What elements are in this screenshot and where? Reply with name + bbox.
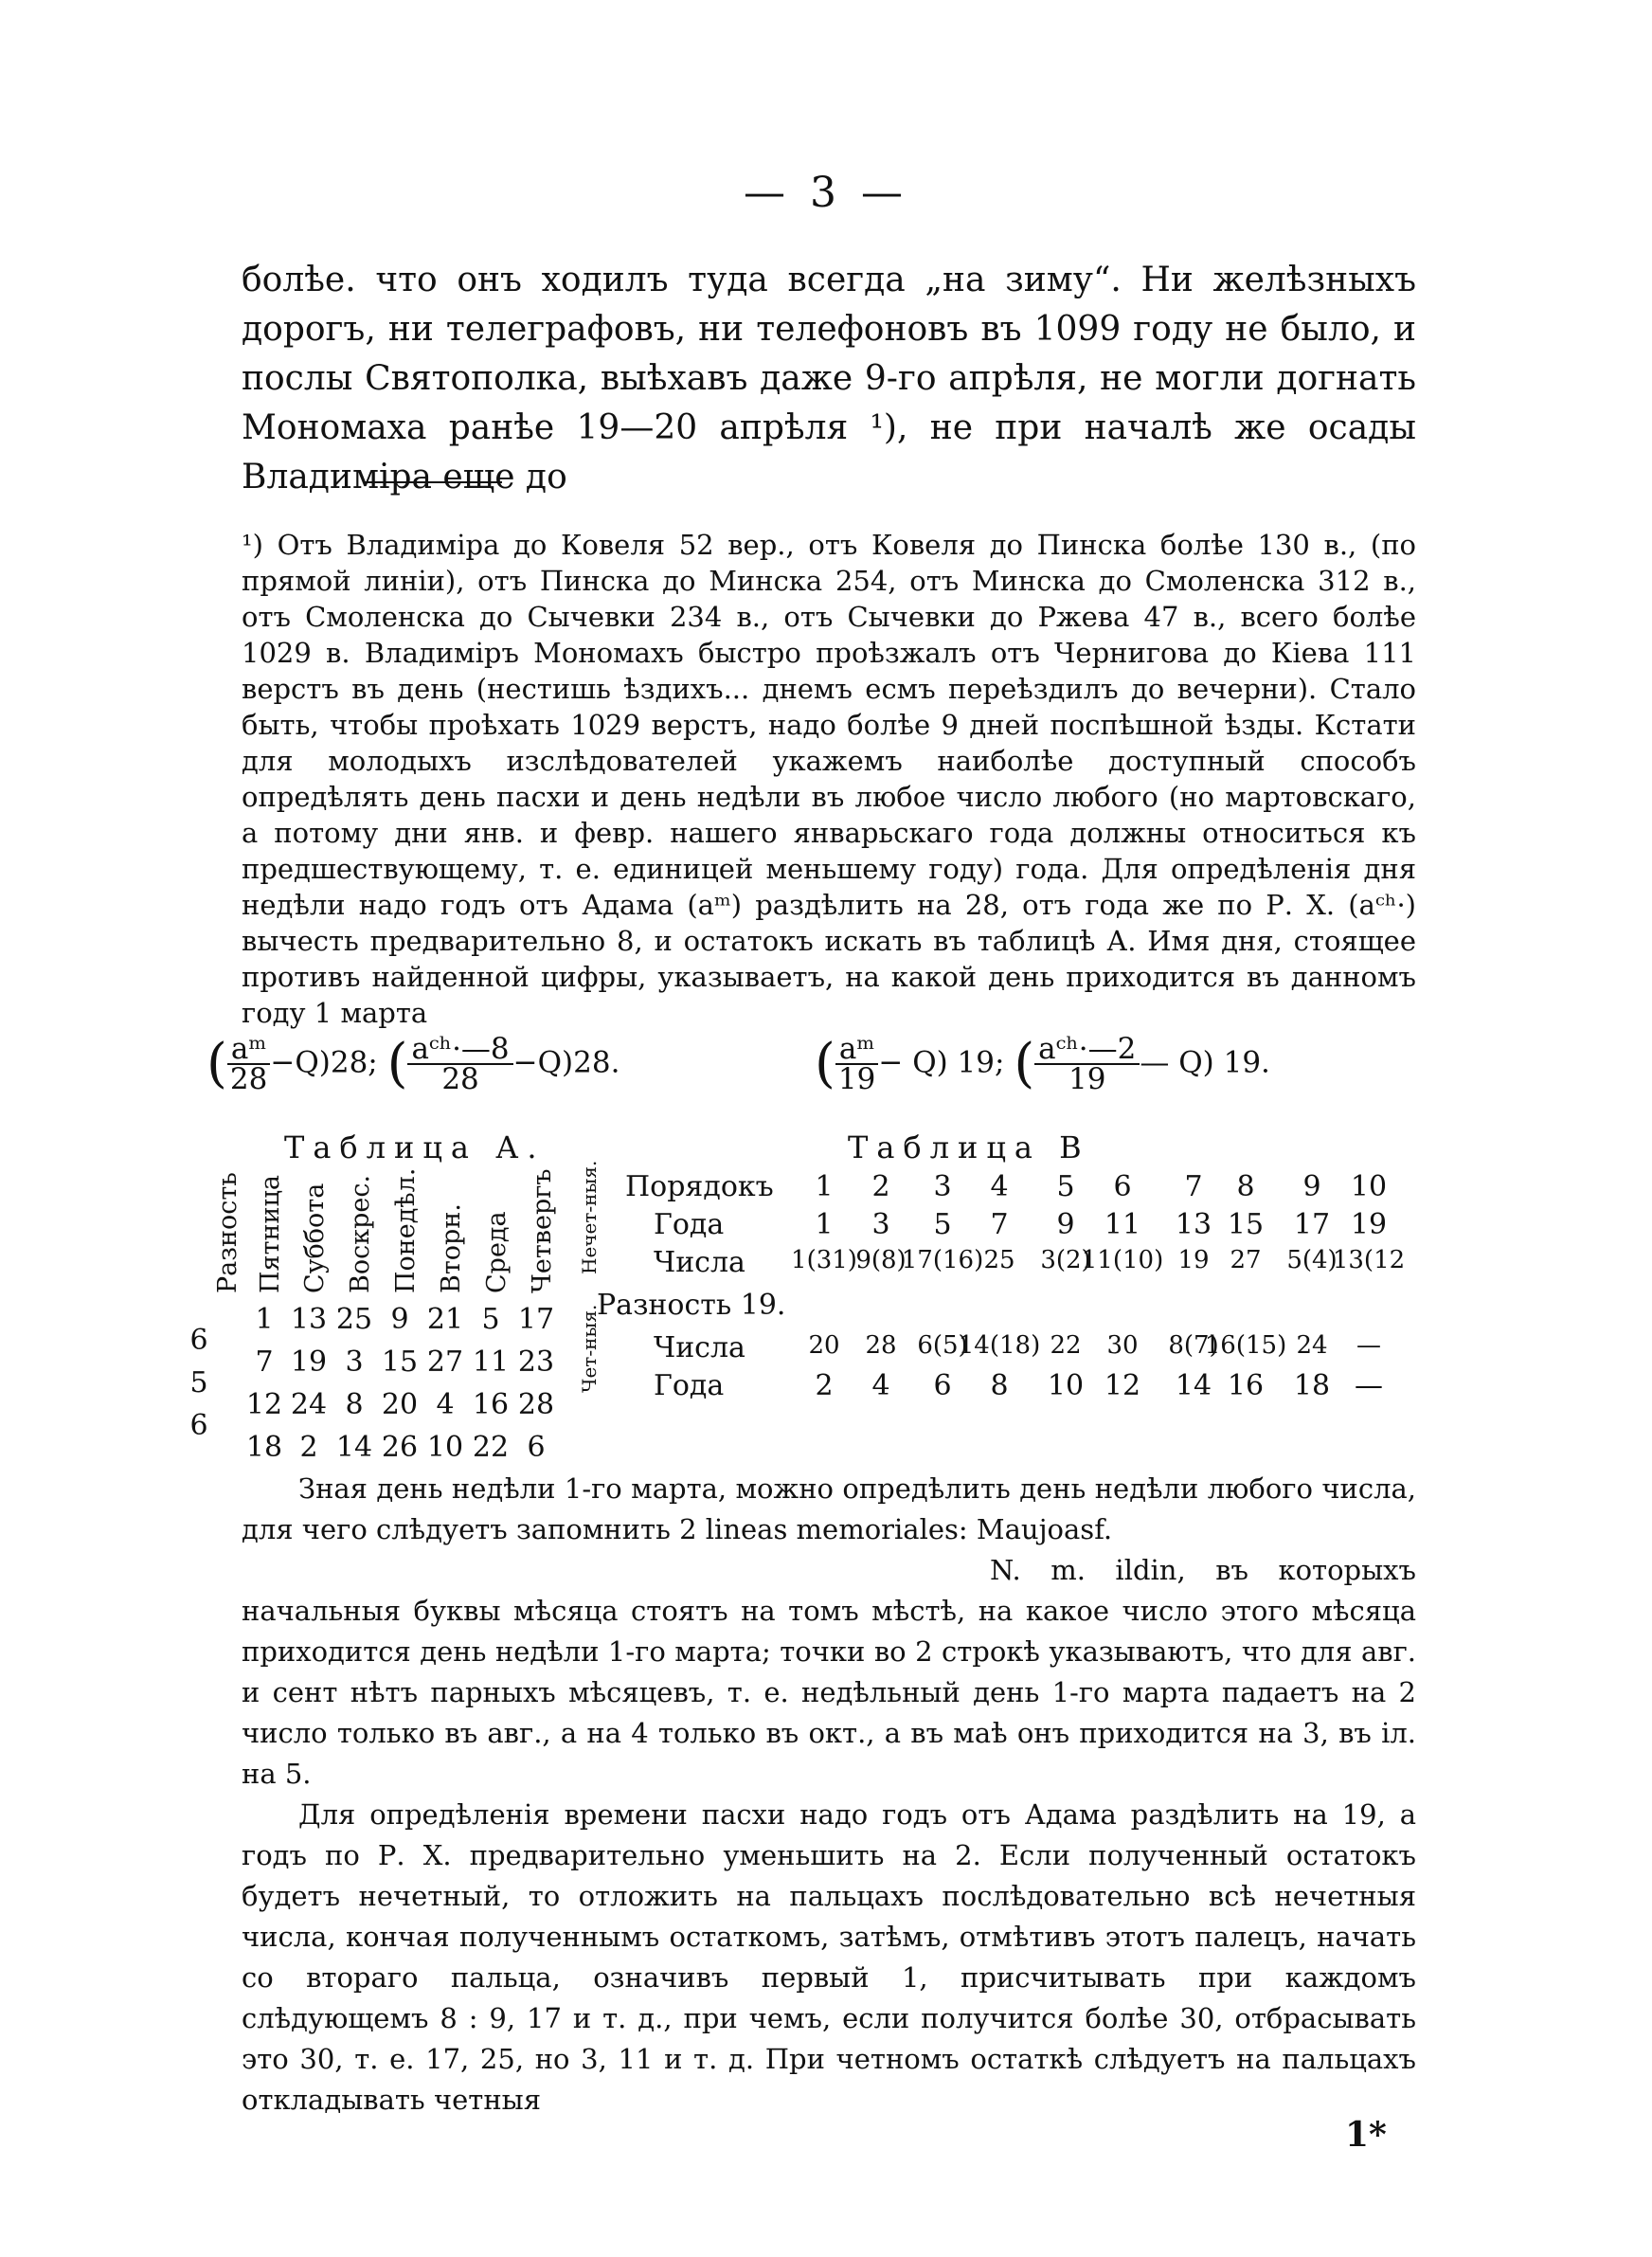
table-b-odd-year: 17 <box>1293 1208 1331 1241</box>
table-b-order: 10 <box>1350 1170 1388 1203</box>
table-b-number-label: Числа <box>654 1246 745 1279</box>
table-b <box>578 1160 1468 1417</box>
table-a-cell: 25 <box>335 1303 373 1336</box>
table-b-odd-group: Нечет-ныя. <box>578 1160 601 1274</box>
table-a-cell: 3 <box>345 1345 364 1379</box>
table-b-even-year: — <box>1355 1369 1383 1402</box>
table-a-cell: 2 <box>299 1431 318 1464</box>
table-b-order-label: Порядокъ <box>625 1170 774 1203</box>
table-b-even-year: 10 <box>1047 1369 1085 1402</box>
table-b-even-year: 16 <box>1227 1369 1265 1402</box>
table-b-even-number: 16(15) <box>1204 1331 1287 1360</box>
table-a-cell: 28 <box>517 1388 555 1421</box>
bottom-paragraph-2: N. m. ildin, въ которыхъ начальныя буквы мѣсяца стоятъ на томъ мѣстѣ, на какое число этого мѣсяца приходится день недѣли 1-го марта; точки во 2 строкѣ указываютъ, что для авг. и сент нѣтъ парныхъ мѣсяцевъ, т. е. недѣльный день 1-го марта падаетъ на 2 число только въ авг., а на 4 только въ окт., а въ маѣ онъ приходится на 3, въ іл. на 5. <box>242 1554 1416 1790</box>
formula-rest: − Q) 19; <box>878 1045 1005 1080</box>
table-b-order: 5 <box>1056 1170 1075 1203</box>
table-a-cell: 17 <box>517 1303 555 1336</box>
table-b-odd-number: 17(16) <box>901 1246 984 1274</box>
table-b-odd-year: 3 <box>871 1208 890 1241</box>
table-b-even-number: 6(5) <box>917 1331 968 1360</box>
formula-den: 28 <box>229 1062 268 1096</box>
table-b-odd-number: 11(10) <box>1081 1246 1164 1274</box>
table-a-cell: 9 <box>390 1303 409 1336</box>
table-a-header: Пятница <box>256 1175 285 1293</box>
table-a-cell: 4 <box>436 1388 455 1421</box>
table-a-header: Воскрес. <box>346 1174 375 1293</box>
formula-den: 19 <box>1068 1062 1106 1096</box>
table-b-order: 9 <box>1302 1170 1321 1203</box>
table-b-odd-number: 9(8) <box>855 1246 907 1274</box>
table-b-even-year: 18 <box>1293 1369 1331 1402</box>
formula-rest: — Q) 19. <box>1140 1045 1270 1080</box>
table-b-even-year: 8 <box>990 1369 1009 1402</box>
table-b-year-label: Года <box>654 1208 725 1241</box>
formula-left: ( $\frac{\text{aᵐ}}{28}$ −Q)28; ( $\frac{\text{aᶜʰ·—8}}{28}$ −Q)28. <box>206 1032 620 1096</box>
table-a-cell: 23 <box>517 1345 555 1379</box>
table-b-even-year: 12 <box>1104 1369 1141 1402</box>
table-a-cell: 7 <box>255 1345 274 1379</box>
formula-den: 19 <box>837 1062 876 1096</box>
table-a-cell: 15 <box>381 1345 419 1379</box>
table-b-odd-number: 25 <box>983 1246 1015 1274</box>
table-a-cell: 27 <box>426 1345 464 1379</box>
formula-den: 28 <box>441 1062 479 1096</box>
table-b-even-number: 22 <box>1050 1331 1082 1360</box>
table-b-order: 6 <box>1113 1170 1132 1203</box>
table-b-odd-year: 11 <box>1104 1208 1141 1241</box>
table-a-header: Среда <box>482 1211 512 1293</box>
signature-mark: 1* <box>1345 2115 1387 2155</box>
table-b-even-year: 4 <box>871 1369 890 1402</box>
table-b-odd-number: 1(31) <box>791 1246 857 1274</box>
formula-num: aᵐ <box>227 1035 271 1065</box>
table-b-even-number: 8(7) <box>1168 1331 1219 1360</box>
table-b-even-year: 6 <box>933 1369 952 1402</box>
table-a-diff: 5 <box>189 1366 208 1399</box>
table-b-odd-year: 5 <box>933 1208 952 1241</box>
table-b-even-group: Чет-ныя. <box>578 1304 601 1393</box>
formula-num: aᵐ <box>835 1035 879 1065</box>
table-a-cell: 10 <box>426 1431 464 1464</box>
table-b-odd-number: 3(2) <box>1040 1246 1091 1274</box>
table-a-cell: 12 <box>245 1388 283 1421</box>
table-b-even-year: 2 <box>815 1369 834 1402</box>
table-b-diff-label: Разность 19. <box>597 1289 786 1322</box>
table-a-cell: 16 <box>472 1388 510 1421</box>
table-b-odd-year: 1 <box>815 1208 834 1241</box>
table-a-diff: 6 <box>189 1324 208 1357</box>
table-a-header: Суббота <box>300 1183 330 1293</box>
table-a-cell: 6 <box>527 1431 546 1464</box>
table-a-header: Вторн. <box>437 1203 466 1293</box>
table-a-cell: 11 <box>472 1345 510 1379</box>
table-b-even-year: 14 <box>1175 1369 1212 1402</box>
table-a <box>189 1160 602 1464</box>
main-paragraph: болѣе. что онъ ходилъ туда всегда „на зиму“. Ни желѣзныхъ дорогъ, ни телеграфовъ, ни телефоновъ въ 1099 году не было, и послы Святополка, выѣхавъ даже 9-го апрѣля, не могли догнать Мономаха ранѣе 19—20 апрѣля ¹), не при началѣ же осады Владиміра еще до <box>242 261 1416 497</box>
table-a-title: Таблица А. <box>284 1129 546 1165</box>
table-b-year-label-even: Года <box>654 1369 725 1402</box>
table-b-order: 2 <box>871 1170 890 1203</box>
formula-num: aᶜʰ·—2 <box>1034 1035 1140 1065</box>
footnote-rule <box>365 481 502 483</box>
page-number: — 3 — <box>744 169 908 217</box>
table-b-odd-year: 15 <box>1227 1208 1265 1241</box>
table-a-cell: 19 <box>290 1345 328 1379</box>
table-a-header: Разность <box>213 1172 242 1293</box>
table-b-order: 7 <box>1184 1170 1203 1203</box>
table-a-cell: 22 <box>472 1431 510 1464</box>
formula-num: aᶜʰ·—8 <box>407 1035 512 1065</box>
table-a-header: Четвергъ <box>528 1168 557 1293</box>
table-b-order: 3 <box>933 1170 952 1203</box>
table-b-odd-year: 7 <box>990 1208 1009 1241</box>
table-a-cell: 13 <box>290 1303 328 1336</box>
table-b-even-number: 30 <box>1106 1331 1139 1360</box>
table-a-diff: 6 <box>189 1409 208 1442</box>
table-b-order: 8 <box>1236 1170 1255 1203</box>
table-a-cell: 14 <box>335 1431 373 1464</box>
table-b-even-number: 20 <box>808 1331 840 1360</box>
table-b-even-number: 28 <box>865 1331 897 1360</box>
table-b-odd-year: 19 <box>1350 1208 1388 1241</box>
table-b-even-number: 14(18) <box>958 1331 1041 1360</box>
formula-right: ( $\frac{\text{aᵐ}}{19}$ − Q) 19; ( $\frac{\text{aᶜʰ·—2}}{19}$ — Q) 19. <box>815 1032 1270 1096</box>
footnote-paragraph: ¹) Отъ Владиміра до Ковеля 52 вер., отъ Ковеля до Пинска болѣе 130 в., (по прямой линіи), отъ Пинска до Минска 254, отъ Минска до Смоленска 312 в., отъ Смоленска до Сычевки 234 в., отъ Сычевки до Ржева 47 в., всего болѣе 1029 в. Владиміръ Мономахъ быстро проѣзжалъ отъ Чернигова до Кіева 111 верстъ въ день (нестишь ѣздихъ... днемъ есмъ переѣздилъ до вечерни). Стало быть, чтобы проѣхать 1029 верстъ, надо болѣе 9 дней поспѣшной ѣзды. Кстати для молодыхъ изслѣдователей укажемъ наиболѣе доступный способъ опредѣлять день пасхи и день недѣли въ любое число любого (но мартовскаго, а потому дни янв. и февр. нашего январьскаго года должны относиться къ предшествующему, т. е. единицей меньшему году) года. Для опредѣленія дня недѣли надо годъ отъ Адама (aᵐ) раздѣлить на 28, отъ года же по Р. Х. (aᶜʰ·) вычесть предварительно 8, и остатокъ искать въ таблицѣ А. Имя дня, стоящее противъ найденной цифры, указываетъ, на какой день приходится въ данномъ году 1 марта <box>242 529 1416 1029</box>
table-a-cell: 20 <box>381 1388 419 1421</box>
table-a-cell: 5 <box>481 1303 500 1336</box>
table-b-odd-year: 9 <box>1056 1208 1075 1241</box>
table-b-odd-year: 13 <box>1175 1208 1212 1241</box>
table-b-order: 1 <box>815 1170 834 1203</box>
table-b-even-number: 24 <box>1296 1331 1328 1360</box>
main-text <box>242 256 1416 502</box>
formula-rest: −Q)28; <box>270 1045 378 1080</box>
table-a-cell: 26 <box>381 1431 419 1464</box>
table-b-odd-number: 5(4) <box>1286 1246 1338 1274</box>
table-a-cell: 18 <box>245 1431 283 1464</box>
formula-rest: −Q)28. <box>512 1045 620 1080</box>
bottom-paragraph-1: Зная день недѣли 1-го марта, можно опредѣлить день недѣли любого числа, для чего слѣдуетъ запомнить 2 lineas memoriales: Maujoasf. <box>242 1472 1416 1545</box>
table-b-even-number: — <box>1356 1331 1381 1360</box>
table-a-cell: 21 <box>426 1303 464 1336</box>
table-b-order: 4 <box>990 1170 1009 1203</box>
table-b-odd-number: 27 <box>1230 1246 1262 1274</box>
table-a-cell: 1 <box>255 1303 274 1336</box>
table-b-title: Таблица В <box>848 1129 1090 1165</box>
table-a-cell: 8 <box>345 1388 364 1421</box>
table-b-odd-number: 19 <box>1177 1246 1210 1274</box>
footnote <box>242 527 1416 1031</box>
table-b-number-label-even: Числа <box>654 1331 745 1364</box>
table-a-cell: 24 <box>290 1388 328 1421</box>
table-a-header: Понедѣл. <box>391 1167 421 1293</box>
bottom-paragraph-3: Для опредѣленія времени пасхи надо годъ отъ Адама раздѣлить на 19, а годъ по Р. Х. предварительно уменьшить на 2. Если полученный остатокъ будетъ нечетный, то отложить на пальцахъ послѣдовательно всѣ нечетныя числа, кончая полученнымъ остаткомъ, затѣмъ, отмѣтивъ этотъ палецъ, начать со втораго пальца, означивъ первый 1, присчитывать при каждомъ слѣдующемъ 8 : 9, 17 и т. д., при чемъ, если получится болѣе 30, отбрасывать это 30, т. е. 17, 25, но 3, 11 и т. д. При четномъ остаткѣ слѣдуетъ на пальцахъ откладывать четныя <box>242 1798 1416 2116</box>
bottom-text <box>242 1469 1416 2121</box>
table-b-odd-number: 13(12 <box>1332 1246 1406 1274</box>
